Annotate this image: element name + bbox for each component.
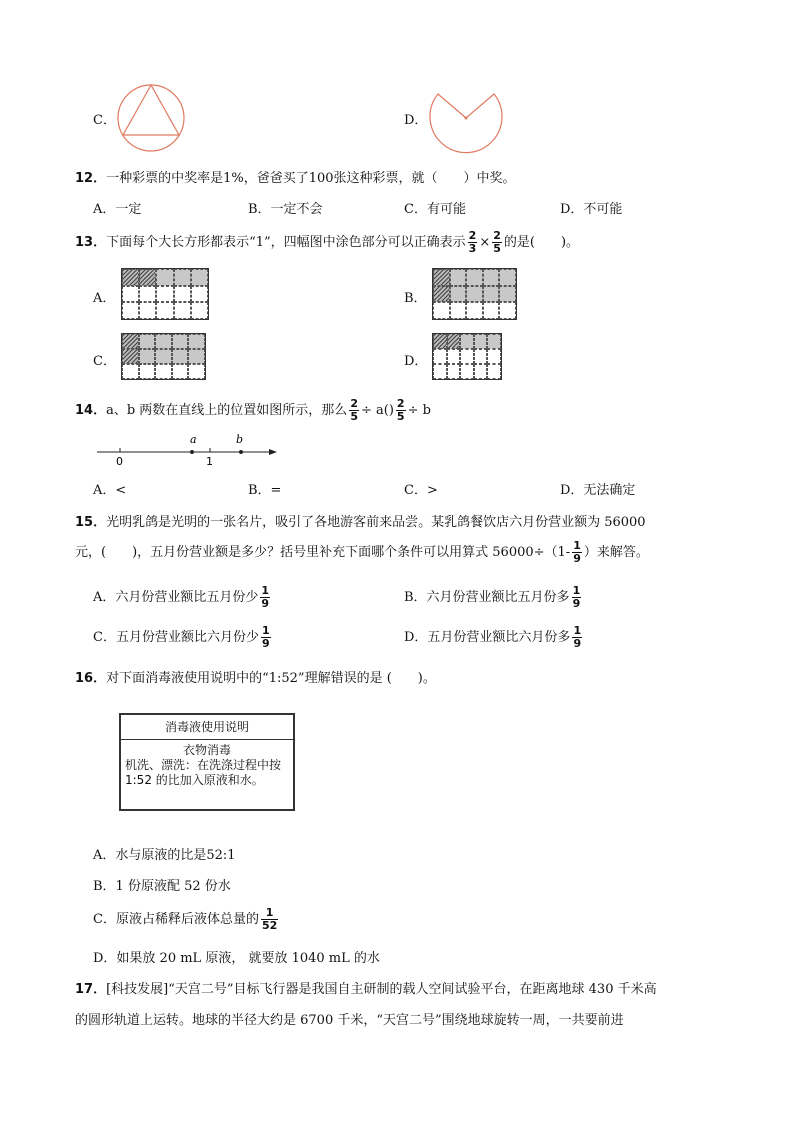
q14-paren-close: ) [388,403,394,418]
q13-fraction-2-num: 2 [493,229,501,242]
q15-option-b-fraction [572,585,582,610]
q15-stem-line-1 [75,511,646,530]
frac-num: 1 [261,584,270,597]
q15-fraction [572,540,582,565]
q15-fraction-den: 9 [573,552,581,565]
q13-fraction-1 [468,230,478,255]
frac-num: 1 [261,907,278,920]
label-a: a [190,433,197,446]
q15-option-d-fraction [572,625,582,650]
q16-option-d[interactable]: D．如果放 20 mL 原液， 就要放 1040 mL 的水 [93,951,380,966]
q14-div-a: ÷ a( [360,403,389,418]
q12-number: 12． [75,171,107,186]
q13-option-d-grid [432,333,502,380]
q13-option-a-label[interactable]: A． [93,291,116,306]
point-a [190,450,194,454]
q16-option-c-text: C．原液占稀释后液体总量的 [93,912,259,927]
q13-fraction-1-num: 2 [468,229,477,242]
q16-option-c-fraction [261,907,278,932]
q15-number: 15． [75,515,107,530]
q15-fraction-num: 1 [573,539,581,552]
q14-fraction-2-num: 2 [396,397,405,410]
q16-option-c[interactable] [93,907,280,932]
arrow-right-icon [269,449,277,455]
q14-div-b: ÷ b [407,403,431,418]
q14-stem [75,398,431,423]
q17-number: 17． [75,982,107,997]
q15-line-1: 光明乳鸽是光明的一张名片，吸引了各地游客前来品尝。某乳鸽餐饮店六月份营业额为 56000 [106,515,646,530]
q16-number: 16． [75,671,107,686]
sector-shape [430,94,502,153]
q15-option-c-text: C．五月份营业额比六月份少 [93,630,259,645]
label-zero: 0 [116,455,123,466]
q13-fraction-1-den: 3 [468,242,477,255]
frac-den: 9 [261,597,270,610]
q13-stem [75,230,579,255]
q12-stem [75,167,516,186]
frac-num: 1 [572,584,581,597]
label-one: 1 [206,455,213,466]
q13-option-a-grid [121,268,209,320]
q15-option-d-text: D．五月份营业额比六月份多 [404,630,571,645]
frac-num: 1 [573,624,582,637]
q15-option-b-text: B．六月份营业额比五月份多 [404,590,570,605]
frac-num: 1 [261,624,270,637]
q11-option-d-figure [428,80,504,156]
q16-text: 对下面消毒液使用说明中的“1:52”理解错误的是 ( )。 [106,671,436,686]
q13-number: 13． [75,235,107,250]
q14-number-line [95,430,280,466]
q17-stem-line-1 [75,978,657,997]
q12-option-c[interactable]: C．有可能 [404,202,466,217]
q15-line-2-before: 元，( )，五月份营业额是多少？括号里补充下面哪个条件可以用算式 56000÷（1- [75,545,571,560]
inscribed-triangle [123,85,179,135]
q16-stem [75,667,436,686]
q13-fraction-2 [492,230,502,255]
q15-option-c-fraction [261,625,271,650]
label-b: b [236,433,244,446]
q12-option-a[interactable]: A．一定 [93,202,142,217]
q13-fraction-2-den: 5 [493,242,501,255]
q11-option-c-figure [115,82,187,154]
q15-stem-line-2 [75,540,649,565]
q17-line-1: [科技发展]“天宫二号”目标飞行器是我国自主研制的载人空间试验平台，在距离地球 430 千米高 [106,982,657,997]
frac-den: 9 [573,637,582,650]
q15-line-2-after: ）来解答。 [583,545,649,560]
q15-option-a[interactable] [93,585,272,610]
q12-option-d[interactable]: D．不可能 [560,202,623,217]
frac-den: 9 [572,597,581,610]
q13-text-before: 下面每个大长方形都表示“1”，四幅图中涂色部分可以正确表示 [106,235,466,250]
frac-den: 52 [261,919,278,932]
q11-option-d-label: D． [404,113,428,128]
q14-fraction-1-num: 2 [350,397,358,410]
q14-fraction-1 [349,398,359,423]
q15-option-d[interactable] [404,625,584,650]
notice-title: 消毒液使用说明 [121,715,293,740]
q14-option-c[interactable]: C．> [404,483,438,498]
q15-option-c[interactable] [93,625,273,650]
q14-fraction-2 [396,398,406,423]
q14-fraction-2-den: 5 [396,410,405,423]
q14-option-b[interactable]: B．= [248,483,282,498]
q14-option-a[interactable]: A．< [93,483,127,498]
point-b [239,450,243,454]
circle-shape [118,85,184,151]
q13-option-d-label[interactable]: D． [404,354,428,369]
q13-option-b-label[interactable]: B． [404,291,427,306]
q12-option-b[interactable]: B．一定不会 [248,202,323,217]
q12-text: 一种彩票的中奖率是1%，爸爸买了100张这种彩票，就（ ）中奖。 [106,171,516,186]
q17-stem-line-2: 的圆形轨道上运转。地球的半径大约是 6700 千米，“天宫二号”围绕地球旋转一周，一共要前进 [75,1013,624,1028]
q13-option-c-grid [121,333,206,380]
q13-text-after: 的是( )。 [503,235,580,250]
notice-subtitle: 衣物消毒 [182,743,231,757]
q13-option-c-label[interactable]: C． [93,354,116,369]
notice-body: 机洗、漂洗：在洗涤过程中按 1:52 的比加入原液和水。 [125,758,282,787]
q11-option-c-label: C． [93,113,116,128]
q15-option-a-text: A．六月份营业额比五月份少 [93,590,259,605]
q15-option-a-fraction [260,585,270,610]
q13-times: × [479,235,491,250]
frac-den: 9 [261,637,270,650]
q14-fraction-1-den: 5 [350,410,358,423]
q14-text: a、b 两数在直线上的位置如图所示，那么 [106,403,348,418]
q14-option-d[interactable]: D．无法确定 [560,483,636,498]
q13-option-b-grid [432,268,517,320]
q16-option-b[interactable]: B．1 份原液配 52 份水 [93,879,231,894]
q16-option-a[interactable]: A．水与原液的比是52:1 [93,848,236,863]
q15-option-b[interactable] [404,585,583,610]
disinfectant-instructions-box [119,713,295,811]
q14-number: 14． [75,403,107,418]
sector-center-dot [465,117,468,120]
